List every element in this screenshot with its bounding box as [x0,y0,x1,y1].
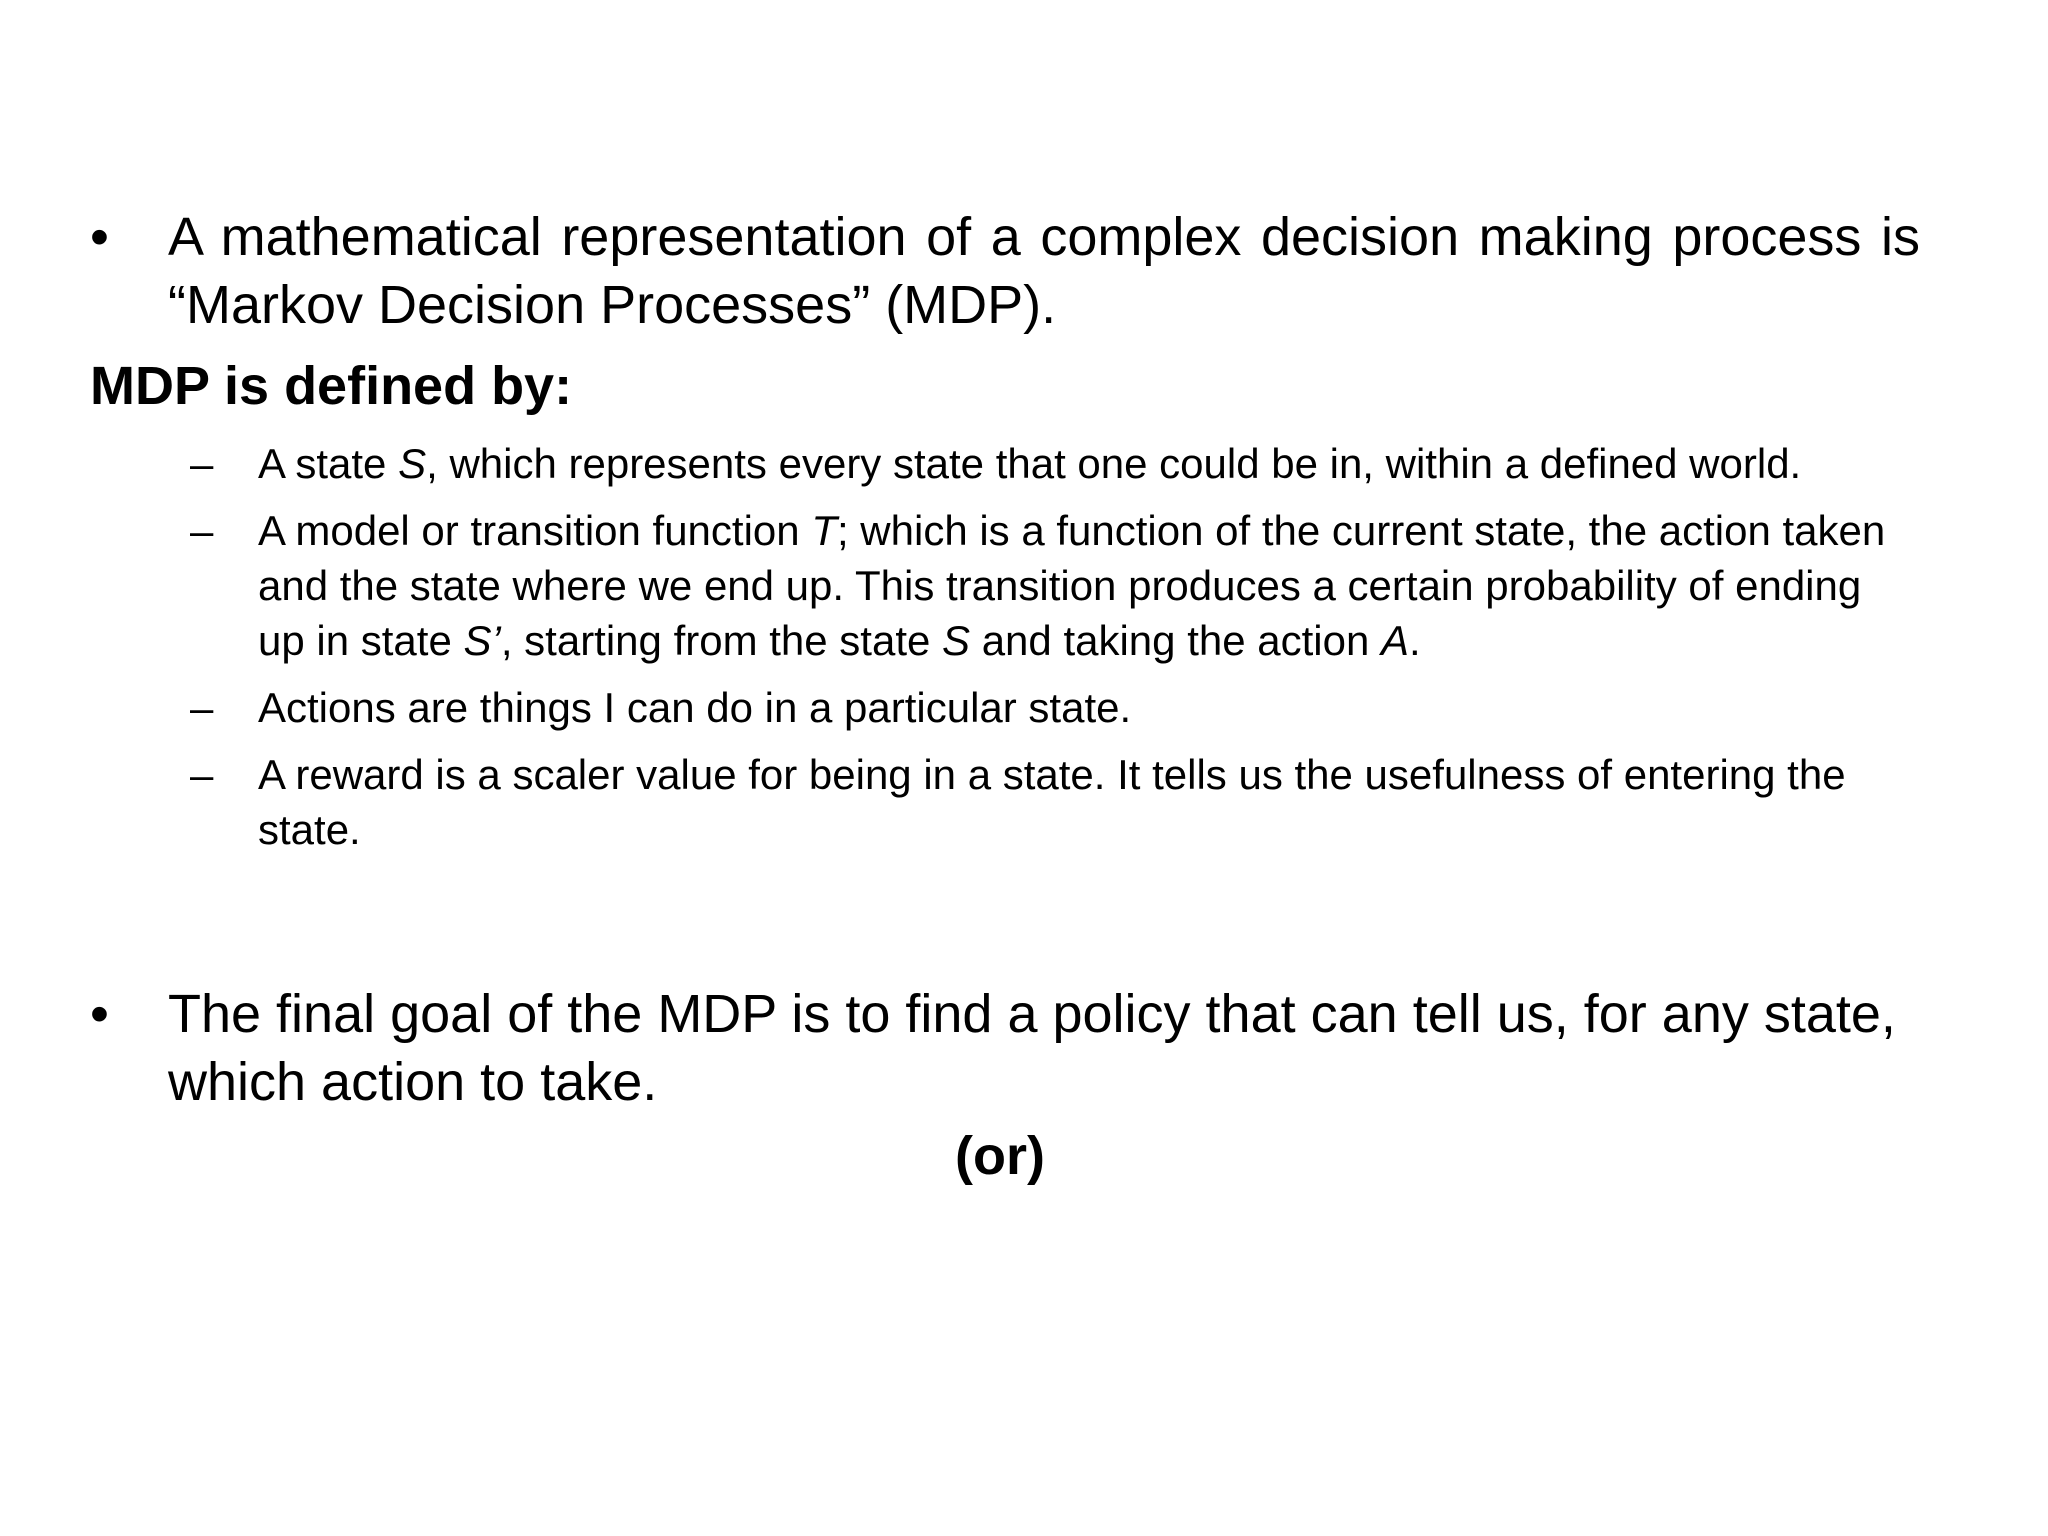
dash-marker: – [190,751,214,798]
definition-text [258,503,1890,668]
symbol-s: S [398,440,427,487]
text-part: ; which is a function of the current state, the action taken and the state where we end up. This transition produces a certain probability of ending up in state [258,507,1886,664]
text-part: . [1409,617,1421,664]
text-part: A model or transition function [258,507,812,554]
bullet-mdp-intro [90,203,1920,339]
definition-text: Actions are things I can do in a particular state. [258,684,1132,731]
symbol-s: S [942,617,971,664]
bullet-text: A mathematical representation of a complex decision making process is “Markov Decision Processes” (MDP). [168,207,1920,335]
symbol-t: T [811,507,837,554]
dash-marker: – [190,507,214,554]
text-part: , which represents every state that one could be in, within a defined world. [426,440,1802,487]
text-part: A state [258,440,399,487]
bullet-marker: • [90,984,109,1044]
dash-marker: – [190,684,214,731]
dash-marker: – [190,440,214,487]
text-part: and taking the action [970,617,1381,664]
bullet-text: The final goal of the MDP is to find a policy that can tell us, for any state, which action to take. [168,984,1896,1112]
text-part: , starting from the state [500,617,943,664]
definition-item-state [190,436,1890,491]
definition-item-transition [190,503,1890,668]
symbol-a: A [1381,617,1410,664]
bullet-marker: • [90,207,109,267]
or-label: (or) [955,1126,1045,1186]
section-heading: MDP is defined by: [90,356,573,416]
definition-item-actions [190,680,1890,735]
definition-text: A reward is a scaler value for being in a state. It tells us the usefulness of entering the state. [258,751,1846,853]
bullet-final-goal [90,980,1920,1116]
definition-list [190,436,1890,869]
symbol-s-prime: S’ [463,617,501,664]
definition-item-reward [190,747,1890,857]
definition-text [258,436,1890,491]
